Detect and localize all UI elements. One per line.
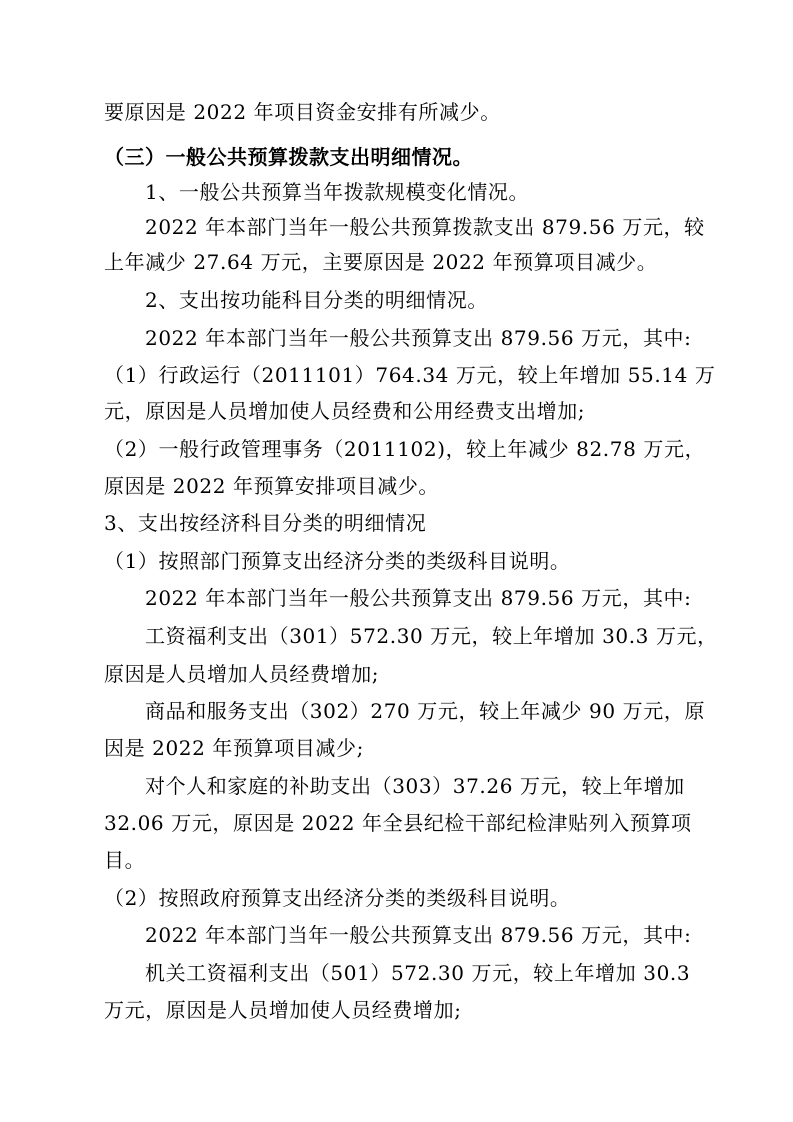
paragraph-line: 机关工资福利支出（501）572.30 万元，较上年增加 30.3 [145,961,691,985]
paragraph-line: 因是 2022 年预算项目减少; [104,736,364,760]
paragraph-line: （1）行政运行（2011101）764.34 万元，较上年增加 55.14 万 [104,363,716,387]
subsection-heading: 1、一般公共预算当年拨款规模变化情况。 [145,180,530,204]
paragraph-line: 万元，原因是人员增加使人员经费增加; [104,998,462,1022]
paragraph-line: 商品和服务支出（302）270 万元，较上年减少 90 万元，原 [145,699,706,723]
paragraph-line: 上年减少 27.64 万元，主要原因是 2022 年预算项目减少。 [104,250,658,274]
paragraph-line: 对个人和家庭的补助支出（303）37.26 万元，较上年增加 [145,774,685,798]
paragraph-line: 2022 年本部门当年一般公共预算支出 879.56 万元，其中: [145,326,692,350]
paragraph-line: 2022 年本部门当年一般公共预算支出 879.56 万元，其中: [145,586,692,610]
paragraph-line: 工资福利支出（301）572.30 万元，较上年增加 30.3 万元， [145,624,718,648]
paragraph-line: 目。 [104,848,146,872]
subsection-heading: 2、支出按功能科目分类的明细情况。 [145,288,488,312]
paragraph-line: 32.06 万元，原因是 2022 年全县纪检干部纪检津贴列入预算项 [104,811,692,835]
paragraph-line: 2022 年本部门当年一般公共预算拨款支出 879.56 万元，较 [145,215,705,239]
paragraph-line: 要原因是 2022 年项目资金安排有所减少。 [104,100,501,124]
subsection-heading: （1）按照部门预算支出经济分类的类级科目说明。 [104,549,571,573]
subsection-heading: 3、支出按经济科目分类的明细情况 [104,511,427,535]
section-heading: （三）一般公共预算拨款支出明细情况。 [104,145,473,169]
subsection-heading: （2）按照政府预算支出经济分类的类级科目说明。 [104,886,571,910]
paragraph-line: 元，原因是人员增加使人员经费和公用经费支出增加; [104,399,586,423]
paragraph-line: （2）一般行政管理事务（2011102)，较上年减少 82.78 万元， [104,437,706,461]
paragraph-line: 原因是 2022 年预算安排项目减少。 [104,474,440,498]
paragraph-line: 原因是人员增加人员经费增加; [104,662,380,686]
paragraph-line: 2022 年本部门当年一般公共预算支出 879.56 万元，其中: [145,923,692,947]
